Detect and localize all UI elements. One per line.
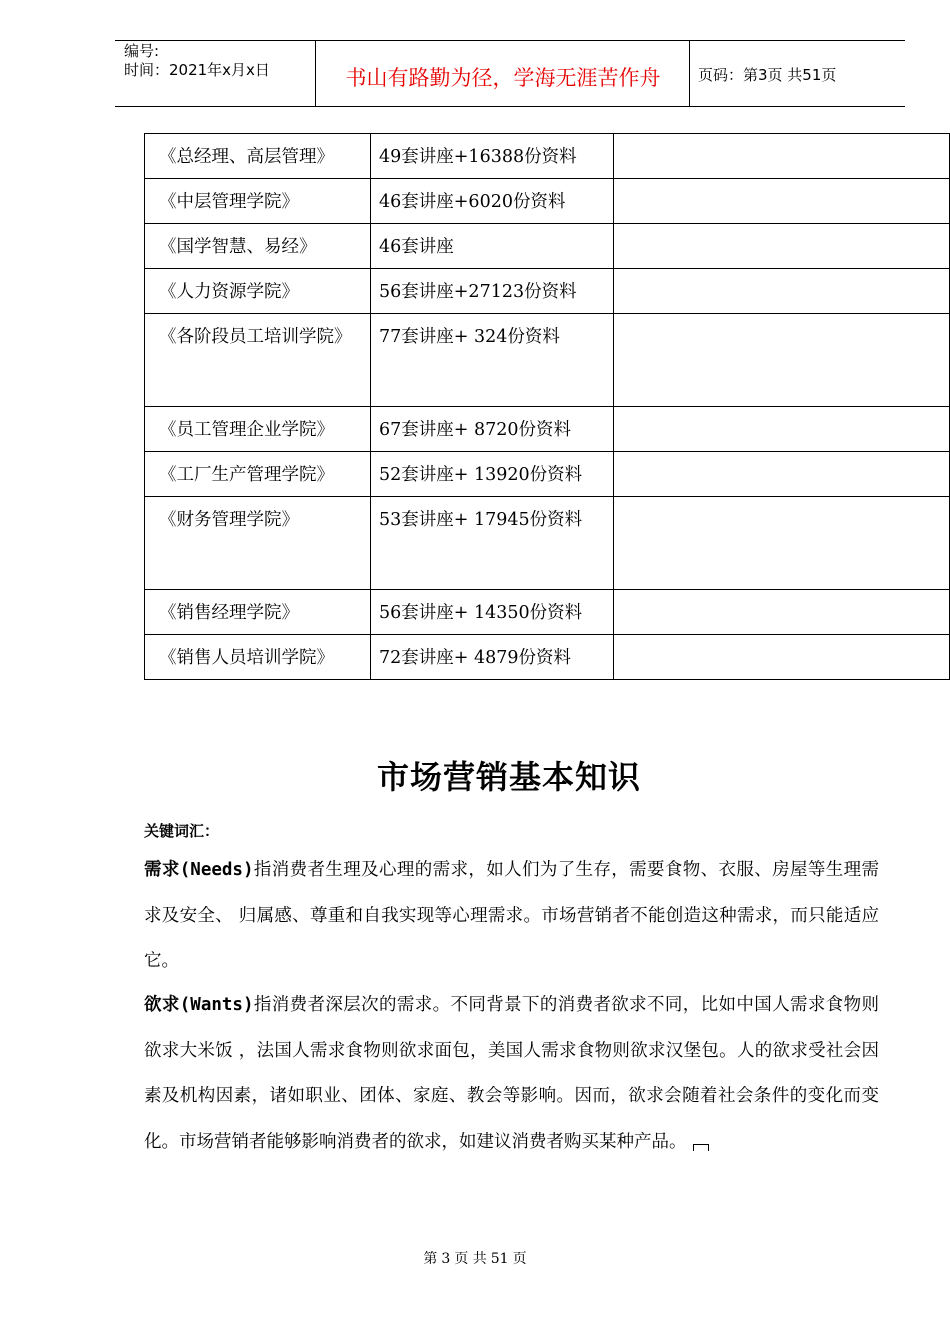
course-note (614, 452, 950, 497)
table-row (145, 590, 950, 635)
table-row (145, 179, 950, 224)
course-name: 《销售经理学院》 (145, 590, 371, 635)
course-content: 56套讲座+27123份资料 (371, 269, 614, 314)
needs-term-en: (Needs) (179, 860, 254, 880)
course-name: 《国学智慧、易经》 (145, 224, 371, 269)
table-row (145, 224, 950, 269)
course-content: 53套讲座+ 17945份资料 (371, 497, 614, 590)
wants-paragraph (144, 983, 879, 1165)
wants-text: 指消费者深层次的需求。不同背景下的消费者欲求不同，比如中国人需求食物则欲求大米饭 ，法国人需求食物则欲求面包，美国人需求食物则欲求汉堡包。人的欲求受社会因素及机构因素，诸如职业、团体、家庭、教会等影响。因而，欲求会随着社会条件的变化而变化。市场营销者能够影响消费者的欲求，如建议消费者购买某种产品。 (144, 995, 880, 1152)
page-footer (0, 1248, 950, 1268)
wants-term-zh: 欲求 (144, 995, 180, 1015)
text-cursor-mark (693, 1144, 709, 1151)
header-top-rule (115, 40, 905, 41)
course-name: 《工厂生产管理学院》 (145, 452, 371, 497)
table-row (145, 269, 950, 314)
footer-prefix: 第 (423, 1251, 438, 1267)
footer-page-num: 3 (441, 1251, 451, 1267)
needs-paragraph (144, 848, 879, 985)
keywords-label: 关键词汇： (144, 822, 220, 840)
table-row (145, 407, 950, 452)
article-title: 市场营销基本知识 (376, 758, 641, 796)
course-name: 《财务管理学院》 (145, 497, 371, 590)
course-name: 《人力资源学院》 (145, 269, 371, 314)
catalog-table (144, 133, 950, 680)
course-note (614, 590, 950, 635)
course-name: 《中层管理学院》 (145, 179, 371, 224)
course-name: 《员工管理企业学院》 (145, 407, 371, 452)
table-row (145, 452, 950, 497)
needs-term (144, 860, 254, 880)
course-note (614, 224, 950, 269)
course-content: 46套讲座+6020份资料 (371, 179, 614, 224)
table-row (145, 497, 950, 590)
serial-label: 编号: (124, 42, 160, 60)
course-content: 46套讲座 (371, 224, 614, 269)
footer-mid: 页 共 (454, 1251, 487, 1267)
course-content: 56套讲座+ 14350份资料 (371, 590, 614, 635)
header-motto: 书山有路勤为径，学海无涯苦作舟 (345, 66, 661, 90)
course-content: 67套讲座+ 8720份资料 (371, 407, 614, 452)
footer-page-total: 51 (490, 1251, 509, 1267)
course-name: 《各阶段员工培训学院》 (145, 314, 371, 407)
footer-suffix: 页 (512, 1251, 527, 1267)
table-row (145, 314, 950, 407)
needs-text: 指消费者生理及心理的需求，如人们为了生存，需要食物、衣服、房屋等生理需求及安全、 归属感、尊重和自我实现等心理需求。市场营销者不能创造这种需求，而只能适应它。 (144, 860, 880, 971)
course-content: 49套讲座+16388份资料 (371, 134, 614, 179)
course-name: 《销售人员培训学院》 (145, 635, 371, 680)
course-note (614, 314, 950, 407)
course-note (614, 497, 950, 590)
wants-term (144, 995, 254, 1015)
course-note (614, 134, 950, 179)
header-bottom-rule (115, 106, 905, 107)
header-meta (124, 42, 270, 80)
course-content: 72套讲座+ 4879份资料 (371, 635, 614, 680)
course-note (614, 179, 950, 224)
table-row (145, 134, 950, 179)
table-row (145, 635, 950, 680)
course-name: 《总经理、高层管理》 (145, 134, 371, 179)
course-note (614, 407, 950, 452)
course-note (614, 635, 950, 680)
course-content: 77套讲座+ 324份资料 (371, 314, 614, 407)
wants-term-en: (Wants) (179, 995, 254, 1015)
course-note (614, 269, 950, 314)
course-content: 52套讲座+ 13920份资料 (371, 452, 614, 497)
needs-term-zh: 需求 (144, 860, 180, 880)
header-page-number: 页码：第3页 共51页 (698, 66, 837, 84)
time-label: 时间：2021年x月x日 (124, 61, 270, 79)
